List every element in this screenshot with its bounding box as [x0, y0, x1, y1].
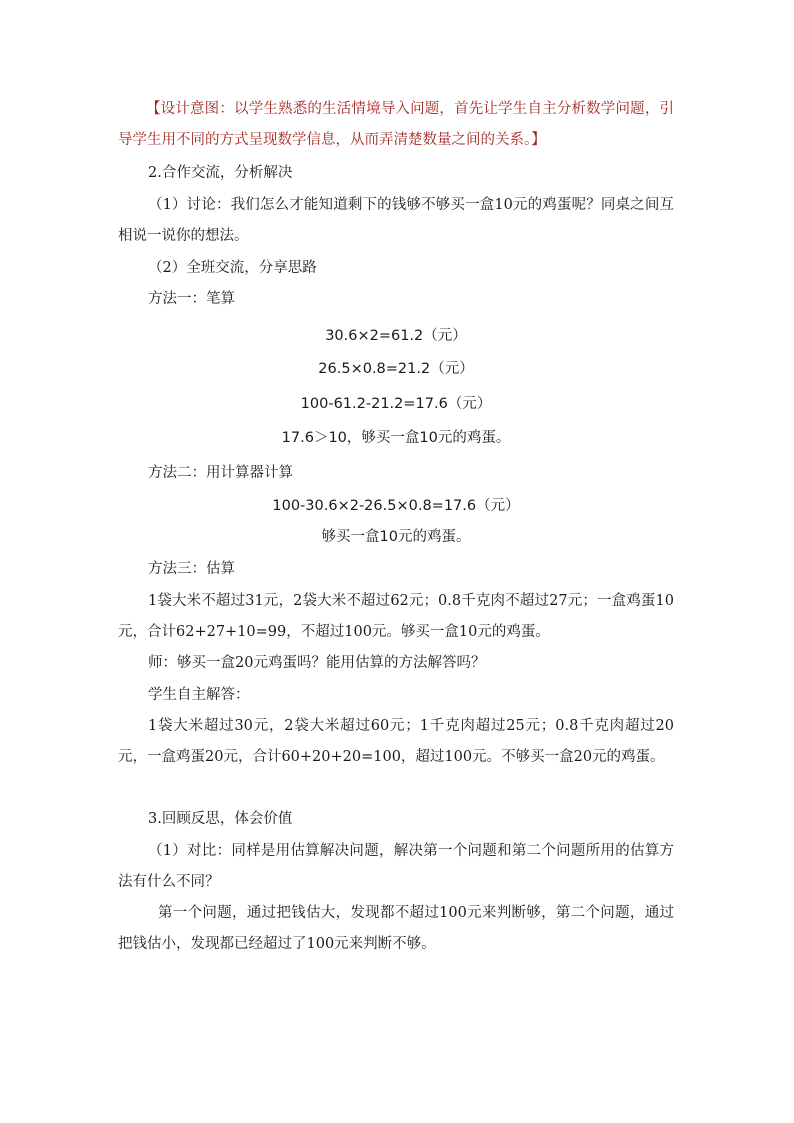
teacher-question: 师：够买一盒20元鸡蛋吗？能用估算的方法解答吗？ [148, 655, 486, 671]
share-heading: （2）全班交流，分享思路 [148, 260, 317, 276]
method-1-title: 方法一：笔算 [148, 291, 235, 307]
section-2-heading: 2.合作交流，分析解决 [148, 165, 293, 181]
student-answer-paragraph: 1袋大米超过30元，2袋大米超过60元；1千克肉超过25元；0.8千克肉超过20元，一盒鸡蛋20元，合计60+20+20=100，超过100元。不够买一盒20元的鸡蛋。 [118, 718, 674, 765]
method-1-line-3: 100-61.2-21.2=17.6（元） [300, 396, 492, 412]
section-3-heading: 3.回顾反思，体会价值 [148, 811, 293, 827]
design-intent-note: 【设计意图：以学生熟悉的生活情境导入问题，首先让学生自主分析数学问题，引导学生用不同的方式呈现数学信息，从而弄清楚数量之间的关系。】 [118, 101, 674, 148]
method-2-line-2: 够买一盒10元的鸡蛋。 [321, 529, 471, 545]
method-1-line-4: 17.6＞10，够买一盒10元的鸡蛋。 [281, 430, 511, 446]
discussion-paragraph: （1）讨论：我们怎么才能知道剩下的钱够不够买一盒10元的鸡蛋呢？同桌之间互相说一说你的想法。 [118, 197, 674, 244]
method-3-paragraph: 1袋大米不超过31元，2袋大米不超过62元；0.8千克肉不超过27元；一盒鸡蛋10元，合计62+27+10=99，不超过100元。够买一盒10元的鸡蛋。 [118, 593, 674, 640]
compare-answer-paragraph: 第一个问题，通过把钱估大，发现都不超过100元来判断够，第二个问题，通过把钱估小，发现都已经超过了100元来判断不够。 [118, 905, 674, 952]
student-answer-label: 学生自主解答： [148, 687, 250, 703]
method-2-title: 方法二：用计算器计算 [148, 465, 293, 481]
method-2-line-1: 100-30.6×2-26.5×0.8=17.6（元） [272, 498, 520, 514]
method-1-line-2: 26.5×0.8=21.2（元） [318, 361, 474, 377]
method-1-line-1: 30.6×2=61.2（元） [325, 328, 467, 344]
method-3-title: 方法三：估算 [148, 561, 235, 577]
compare-paragraph: （1）对比：同样是用估算解决问题，解决第一个问题和第二个问题所用的估算方法有什么不同？ [118, 843, 674, 890]
